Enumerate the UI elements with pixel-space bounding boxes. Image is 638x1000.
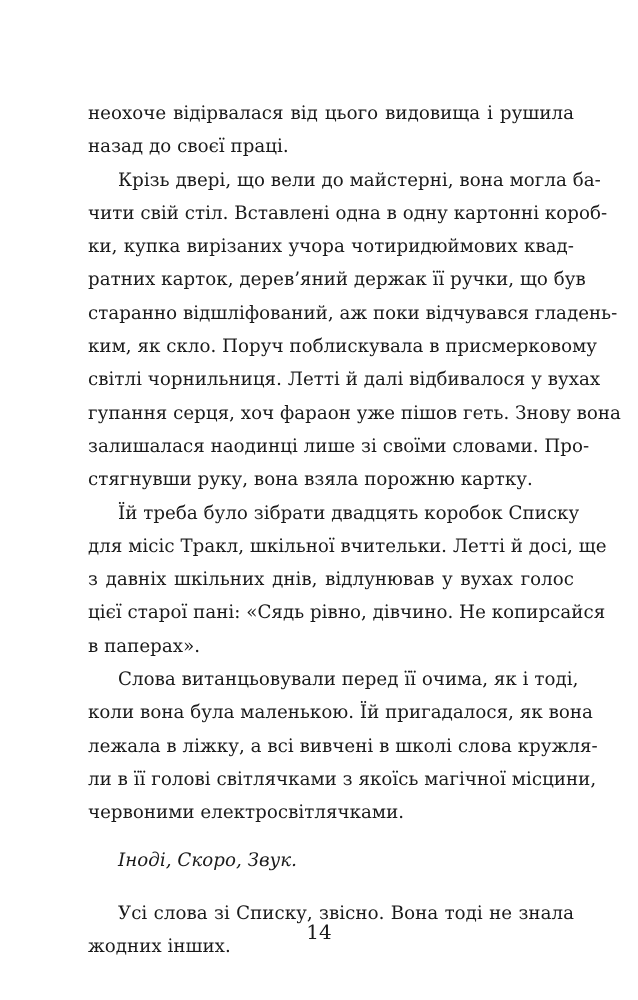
text-line: Крізь двері, що вели до майстерні, вона могла ба- xyxy=(118,169,601,191)
text-line: лежала в ліжку, а всі вивчені в школі слова кружля- xyxy=(88,735,598,757)
text-line: стягнувши руку, вона взяла порожню картку. xyxy=(88,469,533,491)
text-line: Їй треба було зібрати двадцять коробок Списку xyxy=(118,502,580,524)
text-line: червоними електросвітлячками. xyxy=(88,802,405,824)
text-line: коли вона була маленькою. Їй пригадалося, як вона xyxy=(88,702,593,724)
text-line: в паперах». xyxy=(88,635,201,657)
italic-line: Іноді, Скоро, Звук. xyxy=(118,849,297,871)
text-line: з давніх шкільних днів, відлунював у вухах голос xyxy=(88,569,574,591)
text-line: для місіс Тракл, шкільної вчительки. Летті й досі, ще xyxy=(88,535,607,557)
text-line: залишалася наодинці лише зі своїми словами. Про- xyxy=(88,435,590,457)
text-line: ратних карток, дерев’яний держак її ручки, що був xyxy=(88,269,586,291)
text-line: жодних інших. xyxy=(88,936,231,958)
text-line: Усі слова зі Списку, звісно. Вона тоді не знала xyxy=(118,902,574,924)
text-line: неохоче відірвалася від цього видовища і рушила xyxy=(88,103,574,124)
text-line: гупання серця, хоч фараон уже пішов геть. Знову вона xyxy=(88,402,621,424)
text-line: цієї старої пані: «Сядь рівно, дівчино. Не копирсайся xyxy=(88,602,606,624)
body-text xyxy=(88,97,621,963)
text-line: Слова витанцьовували перед її очима, як і тоді, xyxy=(118,669,579,691)
text-line: ли в її голові світлячками з якоїсь магічної місцини, xyxy=(88,768,597,790)
text-line: старанно відшліфований, аж поки відчувався гладень- xyxy=(88,302,618,324)
page-number: 14 xyxy=(306,920,332,944)
text-line: ки, купка вирізаних учора чотиридюймових квад- xyxy=(88,236,574,258)
text-line: чити свій стіл. Вставлені одна в одну картонні короб- xyxy=(88,202,608,224)
text-line: ким, як скло. Поруч поблискувала в присмерковому xyxy=(88,336,598,358)
text-line: світлі чорнильниця. Летті й далі відбивалося у вухах xyxy=(88,369,601,391)
text-line: назад до своєї праці. xyxy=(88,136,289,158)
